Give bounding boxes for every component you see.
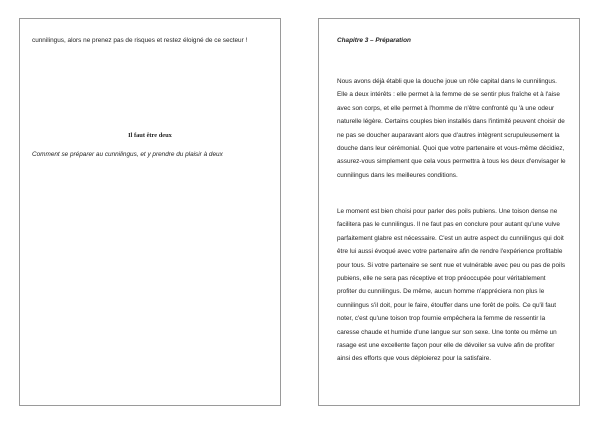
left-page-top-text: cunnilingus, alors ne prenez pas de risques et restez éloigné de ce secteur ! — [32, 37, 248, 44]
left-page — [19, 18, 281, 406]
chapter-heading: Chapitre 3 – Préparation — [337, 37, 411, 44]
paragraph-2: Le moment est bien choisi pour parler des poils pubiens. Une toison dense ne facilitera pas le cunnilingus. Il ne faut pas en conclure pour autant qu'une vulve parfaitement glabre est nécessaire. C'est un autre aspect du cunnilingus qui doit être lui aussi évoqué avec votre partenaire afin de rendre l'expérience profitable pour tous. Si votre partenaire se sent nue et vulnérable avec peu ou pas de poils pubiens, elle ne sera pas réceptive et trop préoccupée pour véritablement profiter du cunnilingus. De même, aucun homme n'appréciera non plus le cunnilingus s'il doit, pour le faire, étouffer dans une forêt de poils. Ce qu'il faut noter, c'est qu'une toison trop fournie empêchera la femme de ressentir la caresse chaude et humide d'une langue sur son sexe. Une tonte ou même un rasage est une excellente façon pour elle de dévoiler sa vulve afin de profiter ainsi des efforts que vous déploierez pour la satisfaire. — [337, 208, 566, 363]
paragraph-1: Nous avons déjà établi que la douche joue un rôle capital dans le cunnilingus. Elle a deux intérêts : elle permet à la femme de se sentir plus fraîche et à l'aise avec son corps, et elle permet à l'homme de n'être confronté qu 'à une odeur naturelle légère. Certains couples bien installés dans l'intimité peuvent choisir de ne pas se doucher auparavant alors que d'autres intègrent scrupuleusement la douche dans leur cérémonial. Quoi que votre partenaire et vous-même décidiez, assurez-vous simplement que cela vous permettra à tous les deux d'envisager le cunnilingus dans les meilleures conditions. — [337, 78, 566, 179]
section-title: Il faut être deux — [128, 132, 172, 139]
section-subtitle: Comment se préparer au cunnilingus, et y prendre du plaisir à deux — [32, 151, 223, 158]
right-page — [318, 18, 580, 406]
